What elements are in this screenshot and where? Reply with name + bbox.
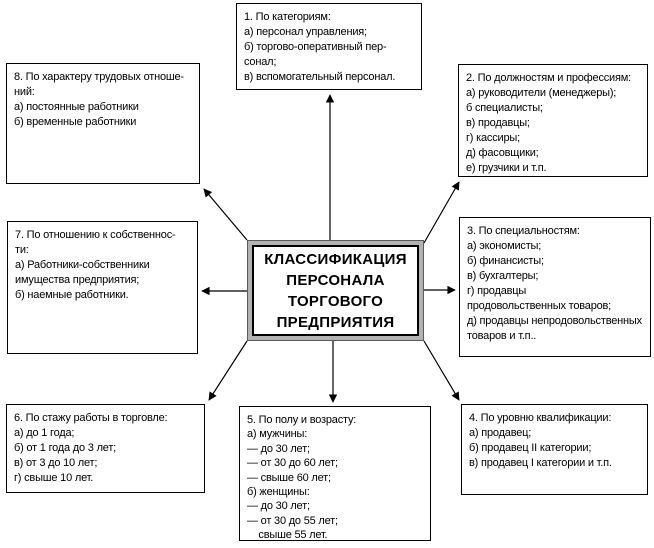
text-line: ти: <box>15 244 29 256</box>
text-line: 6. По стажу работы в торговле: <box>14 412 168 424</box>
box-7-by-ownership <box>7 221 198 354</box>
text-line: а) до 1 года; <box>14 427 75 439</box>
text-line: а) персонал управления; <box>244 26 367 38</box>
text-line: свыше 55 лет. <box>247 529 328 542</box>
arrow-to-box-2 <box>424 182 459 243</box>
arrow-to-box-4 <box>424 341 459 400</box>
text-line: б) женщины: <box>247 486 310 499</box>
text-line: б) от 1 года до 3 лет; <box>14 442 117 454</box>
box-6-by-experience <box>6 404 205 493</box>
text-line: г) свыше 10 лет. <box>14 472 94 484</box>
box-5-by-sex-age <box>239 406 431 541</box>
text-line: в) вспомогательный персонал. <box>244 71 396 83</box>
text-line: в) продавец I категории и т.п. <box>469 457 612 469</box>
text-line: 7. По отношению к собственнос- <box>15 229 176 241</box>
text-line: КЛАССИФИКАЦИЯ <box>264 250 407 268</box>
text-line: б) временные работники <box>14 116 137 128</box>
text-line: — от 30 до 60 лет; <box>247 457 338 470</box>
text-line: — до 30 лет; <box>247 442 310 455</box>
text-line: г) кассиры; <box>466 132 520 144</box>
center-box-frame <box>247 240 424 341</box>
text-line: а) мужчины: <box>247 428 308 441</box>
text-line: товаров и т.п.. <box>467 330 537 342</box>
text-line: е) грузчики и т.п. <box>466 162 547 174</box>
text-line: имущества предприятия; <box>15 274 140 286</box>
box-1-by-category <box>236 3 422 90</box>
text-line: а) постоянные работники <box>14 101 139 113</box>
arrow-to-box-8 <box>204 189 247 240</box>
text-line: 5. По полу и возрасту: <box>247 414 357 426</box>
text-line: д) фасовщики; <box>466 147 539 159</box>
box-8-by-labor-relations <box>6 63 200 184</box>
box-2-by-position <box>458 64 648 177</box>
text-line: в) продавцы; <box>466 117 530 129</box>
center-box-title <box>252 245 419 336</box>
text-line: д) продавцы непродовольственных <box>467 315 642 327</box>
text-line: г) продавцы <box>467 285 527 297</box>
text-line: б специалисты; <box>466 102 543 114</box>
text-line: б) финансисты; <box>467 255 544 267</box>
text-line: б) продавец II категории; <box>469 442 592 454</box>
text-line: а) руководители (менеджеры); <box>466 87 617 99</box>
text-line: в) бухгалтеры; <box>467 270 539 282</box>
text-line: б) наемные работники. <box>15 289 129 301</box>
text-line: сонал; <box>244 56 277 68</box>
text-line: а) экономисты; <box>467 240 542 252</box>
text-line: ПЕРСОНАЛА <box>286 271 385 289</box>
text-line: а) продавец; <box>469 427 532 439</box>
text-line: 2. По должностям и профессиям: <box>466 72 631 84</box>
text-line: ТОРГОВОГО <box>287 292 384 310</box>
text-line: 3. По специальностям: <box>467 225 580 237</box>
text-line: 4. По уровню квалификации: <box>469 412 612 424</box>
text-line: ПРЕДПРИЯТИЯ <box>276 313 395 331</box>
text-line: — свыше 60 лет; <box>247 471 331 484</box>
text-line: продовольственных товаров; <box>467 300 612 312</box>
text-line: — от 30 до 55 лет; <box>247 514 338 527</box>
text-line: а) Работники-собственники <box>15 259 150 271</box>
text-line: 1. По категориям: <box>244 11 331 23</box>
box-4-by-qualification <box>461 404 648 495</box>
text-line: 8. По характеру трудовых отноше- <box>14 71 184 83</box>
text-line: ний: <box>14 86 35 98</box>
text-line: б) торгово-оперативный пер- <box>244 41 387 53</box>
arrow-to-box-6 <box>209 341 247 400</box>
text-line: — до 30 лет; <box>247 500 310 513</box>
text-line: в) от 3 до 10 лет; <box>14 457 98 469</box>
box-3-by-specialty <box>459 217 651 357</box>
